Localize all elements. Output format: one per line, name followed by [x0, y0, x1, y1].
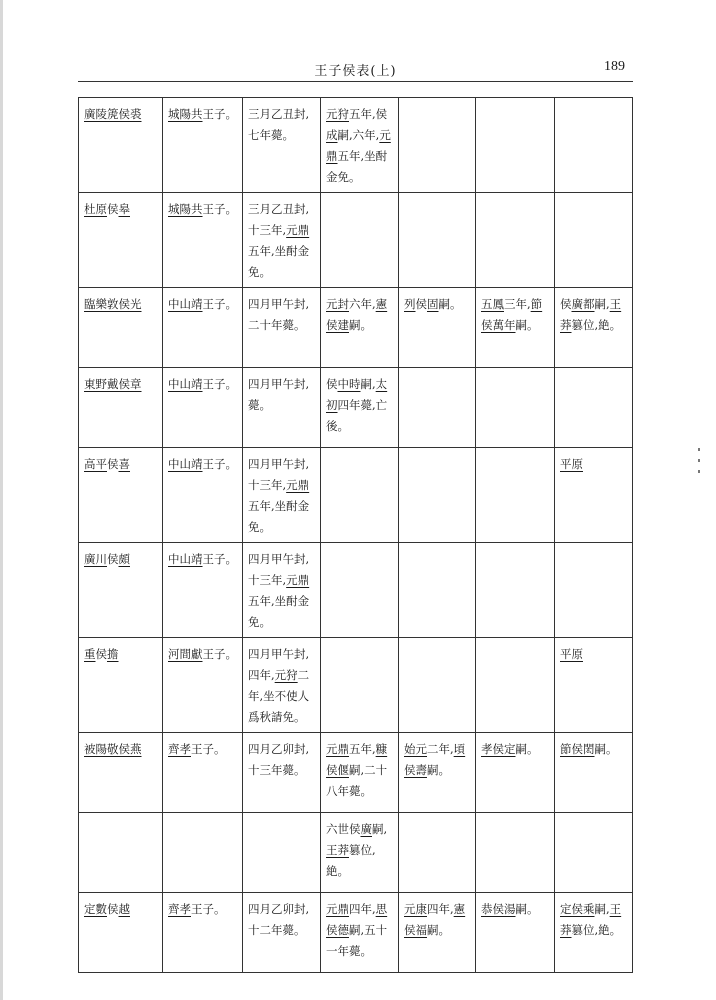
cell-text: 四月甲午封,十三年, — [248, 457, 310, 492]
proper-name: 靖 — [191, 457, 203, 471]
cell-successor-1 — [321, 813, 399, 893]
table-row — [79, 543, 633, 638]
cell-enfeoffment — [243, 193, 321, 288]
cell-text: 嗣,二十八年薨。 — [326, 763, 388, 798]
cell-text: 三月乙丑封,十三年, — [248, 202, 310, 237]
proper-name: 靖 — [191, 377, 203, 391]
cell-successor-2 — [399, 893, 476, 973]
proper-name: 太初 — [326, 377, 388, 412]
header-rule — [78, 81, 633, 82]
cell-successor-1 — [321, 288, 399, 368]
proper-name: 王 — [609, 297, 622, 311]
cell-successor-1 — [321, 638, 399, 733]
proper-name: 中時 — [337, 377, 361, 391]
cell-successor-3 — [476, 193, 555, 288]
cell-successor-1 — [321, 193, 399, 288]
cell-enfeoffment — [243, 368, 321, 448]
proper-name: 中山 — [168, 297, 191, 311]
proper-name: 喜 — [118, 457, 130, 471]
proper-name: 侯 — [571, 742, 583, 756]
table-row — [79, 448, 633, 543]
scan-edge — [0, 0, 3, 1000]
cell-marquis — [79, 733, 163, 813]
cell-successor-1 — [321, 448, 399, 543]
cell-origin — [163, 98, 243, 193]
cell-text: 王子。 — [202, 552, 237, 566]
cell-text: 四年, — [427, 902, 454, 916]
cell-text: 侯 — [107, 902, 119, 916]
page-number: 189 — [604, 59, 625, 74]
proper-name: 莽 — [560, 923, 572, 937]
cell-enfeoffment — [243, 543, 321, 638]
cell-origin — [163, 288, 243, 368]
proper-name: 列 — [404, 297, 416, 311]
cell-text: 四月甲午封,薨。 — [248, 377, 310, 412]
proper-name: 箎侯 — [107, 107, 130, 121]
proper-name: 平原 — [560, 647, 583, 661]
proper-name: 共 — [191, 107, 203, 121]
proper-name: 節 — [560, 742, 572, 756]
cell-text: 嗣, — [594, 902, 610, 916]
proper-name: 定數 — [84, 902, 107, 916]
proper-name: 頃 — [453, 742, 466, 756]
proper-name: 憲 — [375, 297, 388, 311]
proper-name: 孝 — [179, 902, 191, 916]
cell-successor-2 — [399, 368, 476, 448]
cell-text: 侯 — [415, 297, 427, 311]
proper-name: 中山 — [168, 457, 191, 471]
cell-text: 嗣, — [360, 377, 376, 391]
cell-text: 四月甲午封,二十年薨。 — [248, 297, 310, 332]
cell-text: 嗣。 — [438, 297, 462, 311]
cell-marquis — [79, 813, 163, 893]
proper-name: 德 — [337, 923, 349, 937]
cell-successor-3 — [476, 733, 555, 813]
cell-origin — [163, 368, 243, 448]
margin-marks — [694, 440, 704, 520]
proper-name: 敦侯 — [107, 297, 130, 311]
cell-origin — [163, 733, 243, 813]
cell-text: 王子。 — [202, 297, 237, 311]
proper-name: 恭 — [481, 902, 493, 916]
cell-text: 五年,坐酎金免。 — [248, 244, 310, 279]
cell-text: 四月乙卯封,十二年薨。 — [248, 902, 310, 937]
cell-text: 王子。 — [202, 107, 237, 121]
cell-text: 王子。 — [191, 902, 226, 916]
cell-successor-1 — [321, 543, 399, 638]
proper-name: 侯 — [571, 902, 583, 916]
cell-successor-4 — [555, 543, 633, 638]
proper-name: 敬侯 — [107, 742, 130, 756]
proper-name: 王 — [326, 843, 338, 857]
cell-text: 二年, — [427, 742, 454, 756]
proper-name: 王 — [609, 902, 622, 916]
proper-name: 東野 — [84, 377, 107, 391]
cell-text: 嗣, — [594, 297, 610, 311]
table-row — [79, 893, 633, 973]
cell-enfeoffment — [243, 448, 321, 543]
cell-successor-3 — [476, 368, 555, 448]
cell-origin — [163, 638, 243, 733]
proper-name: 建 — [337, 318, 349, 332]
cell-enfeoffment — [243, 813, 321, 893]
proper-name: 元封 — [326, 297, 349, 311]
cell-text: 嗣。 — [515, 318, 539, 332]
cell-successor-2 — [399, 813, 476, 893]
proper-name: 高平 — [84, 457, 107, 471]
cell-text: 嗣, — [372, 822, 388, 836]
proper-name: 憲 — [453, 902, 466, 916]
proper-name: 元鼎 — [286, 573, 310, 587]
cell-text: 嗣。 — [515, 742, 539, 756]
proper-name: 戴侯 — [107, 377, 130, 391]
proper-name: 元狩 — [274, 668, 298, 682]
cell-text: 嗣,六年, — [337, 128, 380, 142]
cell-text: 篡位,絶。 — [571, 318, 622, 332]
proper-name: 元康 — [404, 902, 427, 916]
cell-enfeoffment — [243, 288, 321, 368]
cell-successor-2 — [399, 543, 476, 638]
table-row — [79, 733, 633, 813]
proper-name: 侯 — [481, 318, 493, 332]
cell-text: 四年薨,亡後。 — [326, 398, 388, 433]
proper-name: 閎 — [583, 742, 595, 756]
cell-text: 五年, — [349, 742, 376, 756]
cell-enfeoffment — [243, 98, 321, 193]
cell-marquis — [79, 368, 163, 448]
proper-name: 擔 — [107, 647, 119, 661]
proper-name: 平原 — [560, 457, 583, 471]
cell-origin — [163, 543, 243, 638]
cell-text: 王子。 — [191, 742, 226, 756]
cell-text: 篡位,絶。 — [571, 923, 622, 937]
cell-marquis — [79, 288, 163, 368]
cell-marquis — [79, 98, 163, 193]
proper-name: 元鼎 — [326, 128, 391, 163]
table-row — [79, 638, 633, 733]
cell-enfeoffment — [243, 638, 321, 733]
proper-name: 齊 — [168, 742, 180, 756]
proper-name: 越 — [118, 902, 130, 916]
cell-text: 侯 — [560, 297, 572, 311]
proper-name: 偃 — [337, 763, 349, 777]
proper-name: 侯 — [404, 923, 416, 937]
proper-name: 糠 — [375, 742, 388, 756]
proper-name: 齊 — [168, 902, 180, 916]
proper-name: 侯 — [326, 763, 338, 777]
proper-name: 侯 — [404, 763, 416, 777]
genealogy-table — [78, 97, 633, 973]
proper-name: 中山 — [168, 552, 191, 566]
cell-successor-4 — [555, 368, 633, 448]
table-row — [79, 813, 633, 893]
cell-text: 王子。 — [202, 457, 237, 471]
cell-text: 篡位,絶。 — [326, 843, 376, 878]
table-body — [79, 98, 633, 973]
cell-successor-3 — [476, 543, 555, 638]
proper-name: 廣 — [360, 822, 372, 836]
proper-name: 臨樂 — [84, 297, 107, 311]
proper-name: 定 — [560, 902, 572, 916]
proper-name: 廣陵 — [84, 107, 107, 121]
proper-name: 重 — [84, 647, 96, 661]
cell-text: 王子。 — [202, 647, 237, 661]
page-header — [78, 56, 633, 82]
cell-text: 侯 — [107, 202, 119, 216]
cell-text: 五年,坐酎金免。 — [326, 149, 388, 184]
proper-name: 侯 — [492, 902, 504, 916]
cell-successor-2 — [399, 733, 476, 813]
proper-name: 皋 — [118, 202, 130, 216]
cell-origin — [163, 193, 243, 288]
cell-successor-3 — [476, 98, 555, 193]
cell-successor-3 — [476, 288, 555, 368]
cell-marquis — [79, 193, 163, 288]
proper-name: 廣川 — [84, 552, 107, 566]
cell-text: 王子。 — [202, 377, 237, 391]
proper-name: 莽 — [560, 318, 572, 332]
proper-name: 始元 — [404, 742, 427, 756]
cell-text: 五年,侯 — [349, 107, 388, 121]
cell-text: 侯 — [349, 822, 361, 836]
proper-name: 元鼎 — [286, 223, 310, 237]
cell-enfeoffment — [243, 733, 321, 813]
proper-name: 思 — [375, 902, 388, 916]
cell-text: 嗣,五十一年薨。 — [326, 923, 388, 958]
proper-name: 侯 — [326, 923, 338, 937]
cell-successor-4 — [555, 288, 633, 368]
proper-name: 城陽 — [168, 202, 191, 216]
cell-text: 王子。 — [202, 202, 237, 216]
proper-name: 萬年 — [492, 318, 516, 332]
cell-successor-2 — [399, 288, 476, 368]
cell-marquis — [79, 543, 163, 638]
proper-name: 固 — [427, 297, 439, 311]
proper-name: 孝 — [481, 742, 493, 756]
cell-text: 五年,坐酎金免。 — [248, 594, 310, 629]
proper-name: 成 — [326, 128, 338, 142]
table-row — [79, 288, 633, 368]
proper-name: 廣都 — [571, 297, 595, 311]
cell-successor-1 — [321, 98, 399, 193]
cell-marquis — [79, 893, 163, 973]
cell-successor-1 — [321, 733, 399, 813]
proper-name: 孝 — [179, 742, 191, 756]
cell-text: 侯 — [107, 457, 119, 471]
proper-name: 頗 — [118, 552, 130, 566]
cell-text: 嗣。 — [594, 742, 618, 756]
proper-name: 河間 — [168, 647, 191, 661]
proper-name: 靖 — [191, 552, 203, 566]
cell-text: 嗣。 — [427, 923, 450, 937]
cell-successor-2 — [399, 98, 476, 193]
cell-successor-4 — [555, 448, 633, 543]
cell-successor-4 — [555, 733, 633, 813]
cell-text: 四月乙卯封,十三年薨。 — [248, 742, 310, 777]
running-title: 王子侯表(上) — [314, 64, 397, 79]
proper-name: 節 — [530, 297, 543, 311]
proper-name: 燕 — [130, 742, 142, 756]
margin-tick — [698, 448, 700, 451]
cell-marquis — [79, 638, 163, 733]
proper-name: 裘 — [130, 107, 142, 121]
proper-name: 元鼎 — [326, 742, 349, 756]
cell-text: 四月甲午封,四年, — [248, 647, 310, 682]
margin-tick — [698, 470, 700, 473]
proper-name: 杜原 — [84, 202, 107, 216]
proper-name: 城陽 — [168, 107, 191, 121]
cell-text: 二年,坐不使人爲秋請免。 — [248, 668, 310, 724]
cell-text: 四月甲午封,十三年, — [248, 552, 310, 587]
cell-text: 五年,坐酎金免。 — [248, 499, 310, 534]
cell-successor-2 — [399, 448, 476, 543]
cell-successor-2 — [399, 638, 476, 733]
cell-origin — [163, 448, 243, 543]
proper-name: 共 — [191, 202, 203, 216]
margin-tick — [698, 459, 700, 462]
table-row — [79, 98, 633, 193]
cell-successor-3 — [476, 448, 555, 543]
cell-origin — [163, 813, 243, 893]
proper-name: 中山 — [168, 377, 191, 391]
cell-successor-4 — [555, 98, 633, 193]
proper-name: 獻 — [191, 647, 203, 661]
cell-text: 三月乙丑封,七年薨。 — [248, 107, 310, 142]
cell-successor-4 — [555, 813, 633, 893]
cell-successor-3 — [476, 893, 555, 973]
proper-name: 莽 — [337, 843, 349, 857]
cell-text: 侯 — [326, 377, 338, 391]
cell-text: 侯 — [107, 552, 119, 566]
proper-name: 五鳳 — [481, 297, 504, 311]
proper-name: 侯 — [326, 318, 338, 332]
proper-name: 壽 — [415, 763, 427, 777]
cell-marquis — [79, 448, 163, 543]
cell-successor-4 — [555, 638, 633, 733]
proper-name: 湯 — [504, 902, 516, 916]
proper-name: 光 — [130, 297, 142, 311]
proper-name: 乘 — [583, 902, 595, 916]
cell-text: 侯 — [95, 647, 107, 661]
proper-name: 元狩 — [326, 107, 349, 121]
table-row — [79, 368, 633, 448]
cell-origin — [163, 893, 243, 973]
cell-successor-4 — [555, 893, 633, 973]
proper-name: 章 — [130, 377, 142, 391]
proper-name: 福 — [415, 923, 427, 937]
cell-text: 嗣。 — [515, 902, 539, 916]
cell-text: 三年, — [504, 297, 531, 311]
cell-successor-1 — [321, 368, 399, 448]
cell-successor-3 — [476, 813, 555, 893]
proper-name: 元鼎 — [286, 478, 310, 492]
cell-successor-3 — [476, 638, 555, 733]
table-row — [79, 193, 633, 288]
cell-successor-1 — [321, 893, 399, 973]
proper-name: 定 — [504, 742, 516, 756]
cell-text: 嗣。 — [349, 318, 372, 332]
cell-text: 六年, — [349, 297, 376, 311]
cell-successor-4 — [555, 193, 633, 288]
proper-name: 被陽 — [84, 742, 107, 756]
proper-name: 靖 — [191, 297, 203, 311]
cell-text: 嗣。 — [427, 763, 450, 777]
proper-name: 元鼎 — [326, 902, 349, 916]
cell-enfeoffment — [243, 893, 321, 973]
proper-name: 侯 — [492, 742, 504, 756]
cell-successor-2 — [399, 193, 476, 288]
cell-text: 六世 — [326, 822, 349, 836]
cell-text: 四年, — [349, 902, 376, 916]
